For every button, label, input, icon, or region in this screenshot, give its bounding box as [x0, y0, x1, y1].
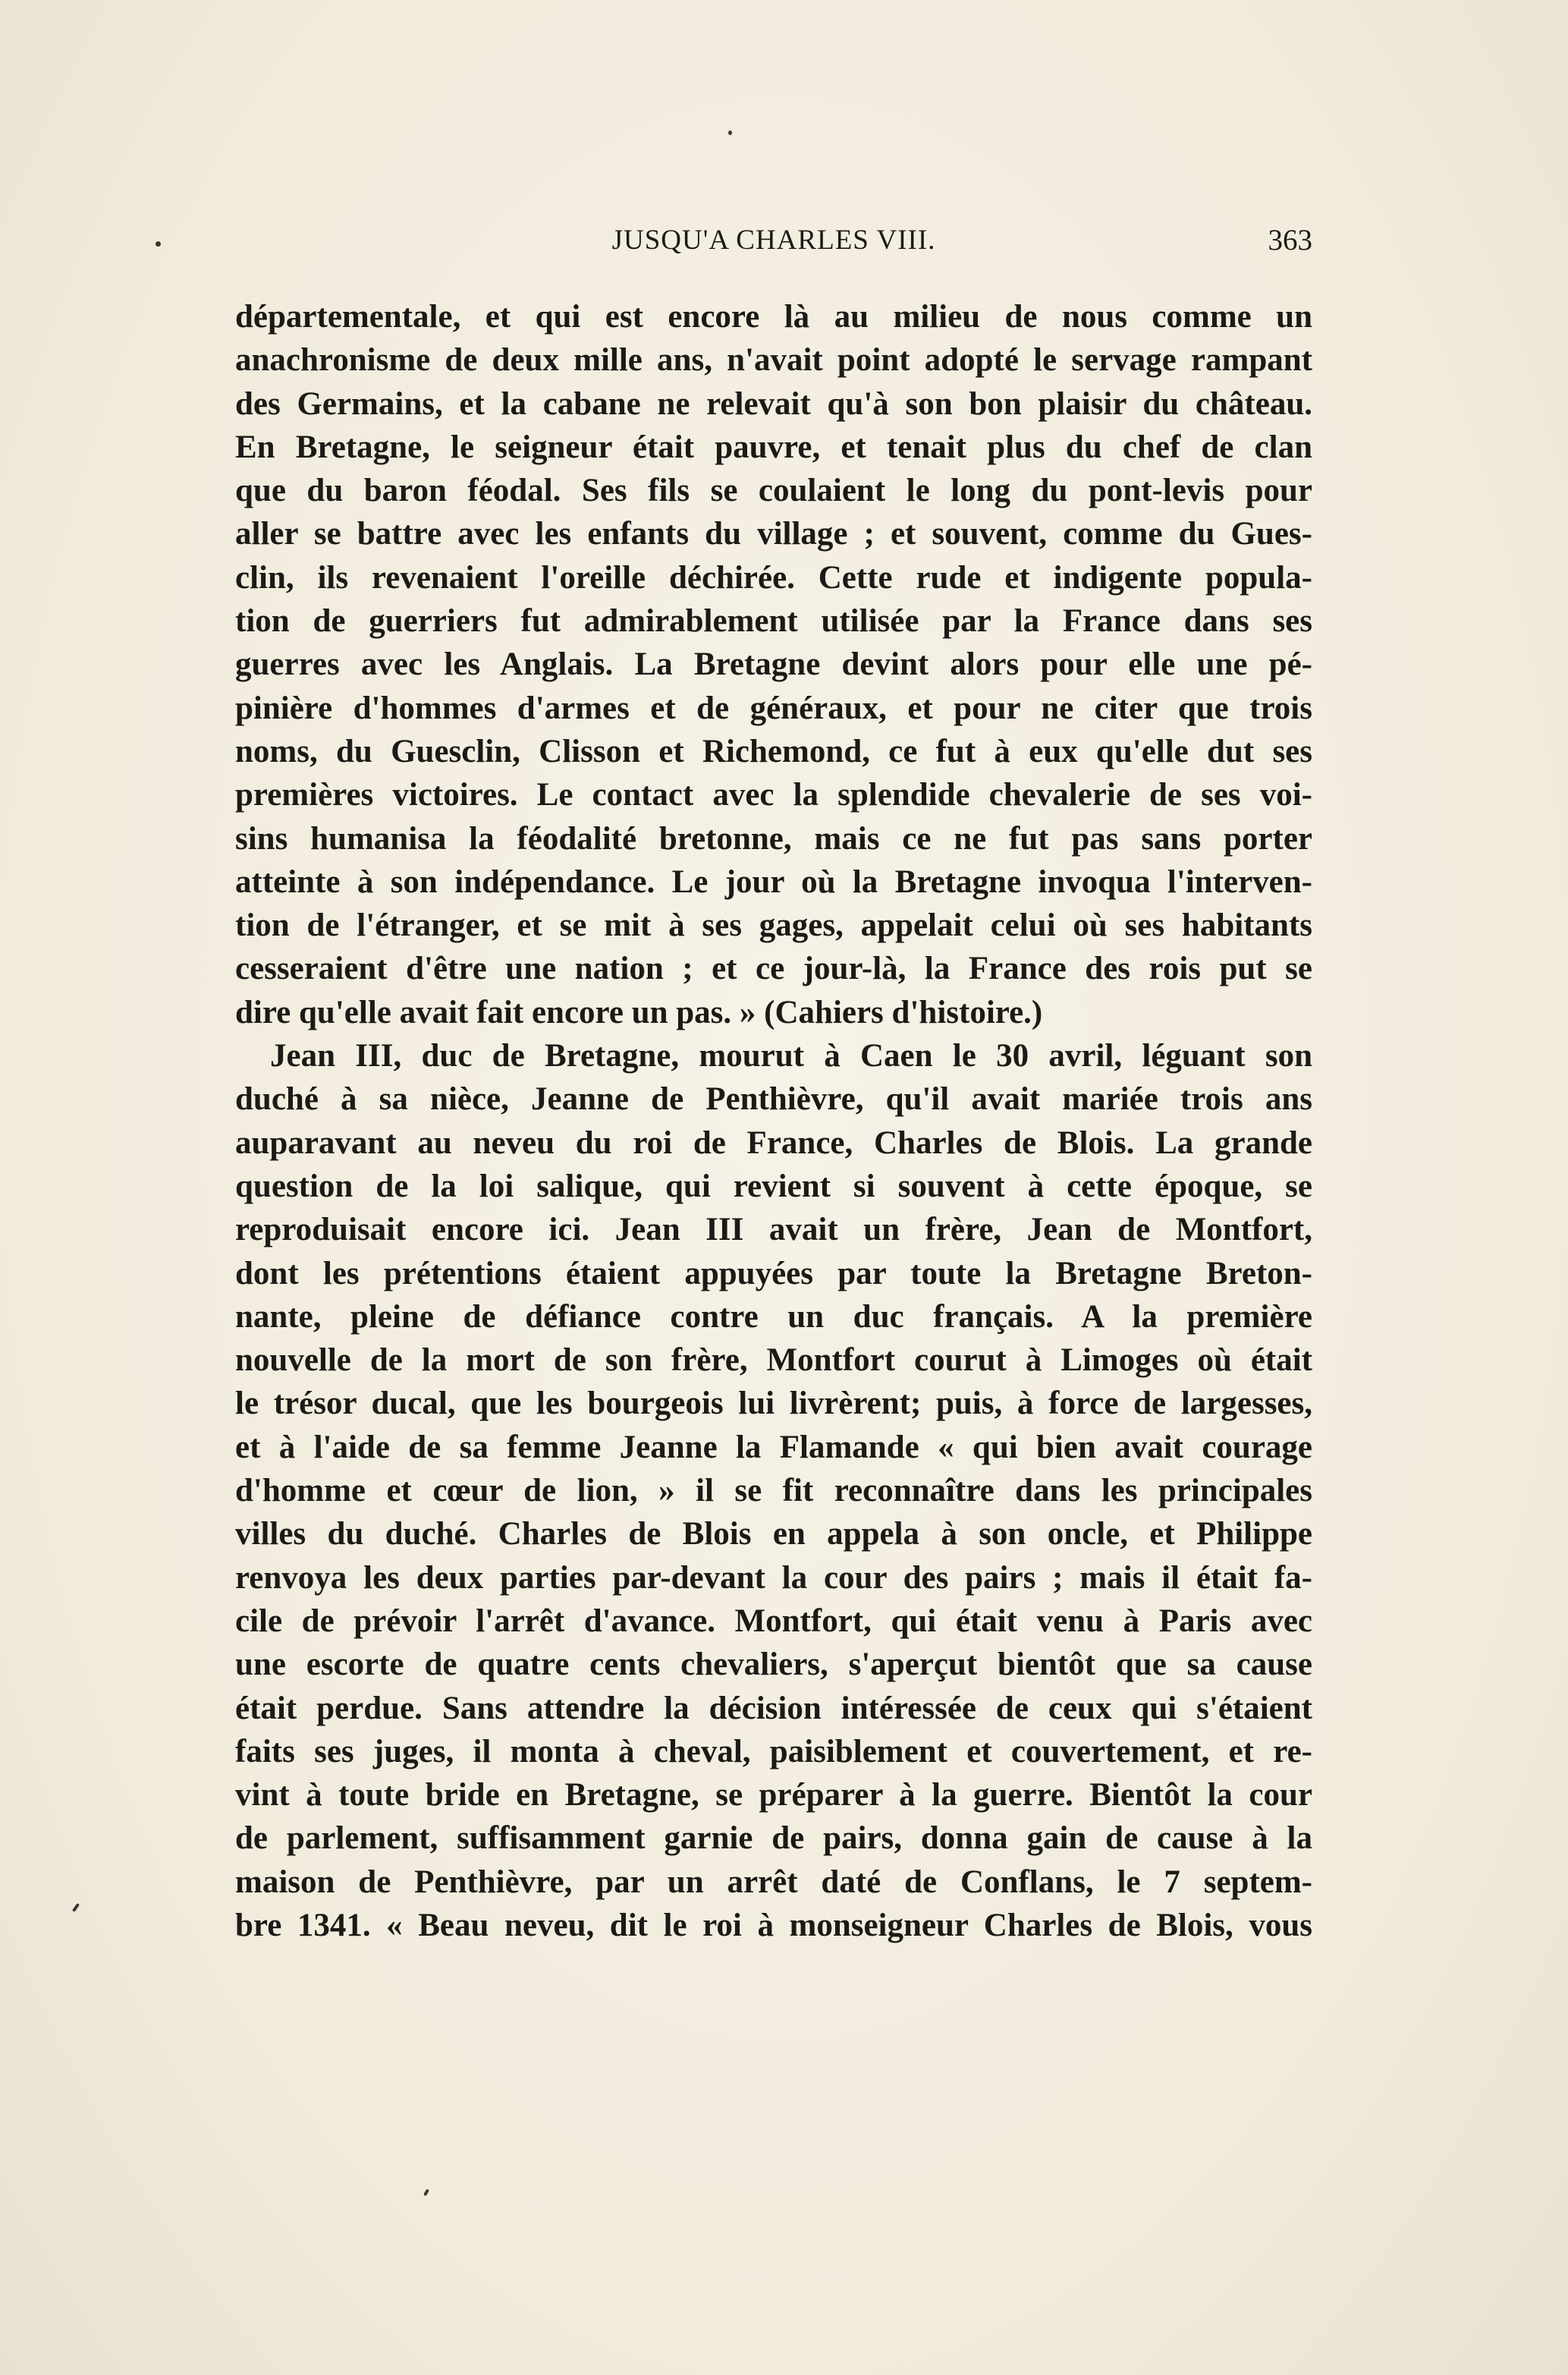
text-line: guerres avec les Anglais. La Bretagne devint alors pour elle une pé-	[235, 646, 1312, 683]
text-line: et à l'aide de sa femme Jeanne la Flamande « qui bien avait courage	[235, 1429, 1312, 1465]
text-line: cile de prévoir l'arrêt d'avance. Montfort, qui était venu à Paris avec	[235, 1603, 1312, 1639]
text-line: noms, du Guesclin, Clisson et Richemond, ce fut à eux qu'elle dut ses	[235, 733, 1312, 769]
text-line: tion de guerriers fut admirablement utilisée par la France dans ses	[235, 603, 1312, 640]
text-line: Jean III, duc de Bretagne, mourut à Caen le 30 avril, léguant son	[270, 1038, 1312, 1074]
paper-speck	[72, 1903, 80, 1912]
text-line: le trésor ducal, que les bourgeois lui livrèrent; puis, à force de largesses,	[235, 1386, 1312, 1422]
text-line: pinière d'hommes d'armes et de généraux, et pour ne citer que trois	[235, 690, 1312, 726]
text-line: nante, pleine de défiance contre un duc français. A la première	[235, 1298, 1312, 1335]
text-line: cesseraient d'être une nation ; et ce jour-là, la France des rois put se	[235, 951, 1312, 987]
text-line: En Bretagne, le seigneur était pauvre, et tenait plus du chef de clan	[235, 429, 1312, 465]
text-line: clin, ils revenaient l'oreille déchirée. Cette rude et indigente popula-	[235, 559, 1312, 596]
text-line: des Germains, et la cabane ne relevait qu'à son bon plaisir du château.	[235, 385, 1312, 422]
text-line: départementale, et qui est encore là au milieu de nous comme un	[235, 299, 1312, 335]
text-line: maison de Penthièvre, par un arrêt daté de Conflans, le 7 septem-	[235, 1864, 1312, 1900]
text-line: tion de l'étranger, et se mit à ses gages, appelait celui où ses habitants	[235, 908, 1312, 944]
text-line: duché à sa nièce, Jeanne de Penthièvre, qu'il avait mariée trois ans	[235, 1081, 1312, 1118]
text-line: dont les prétentions étaient appuyées par toute la Bretagne Breton-	[235, 1255, 1312, 1291]
text-line: une escorte de quatre cents chevaliers, s'aperçut bientôt que sa cause	[235, 1647, 1312, 1683]
paper-speck	[728, 131, 732, 135]
text-line: était perdue. Sans attendre la décision intéressée de ceux qui s'étaient	[235, 1690, 1312, 1726]
text-line: nouvelle de la mort de son frère, Montfort courut à Limoges où était	[235, 1342, 1312, 1379]
running-head	[235, 222, 1312, 260]
text-line: renvoya les deux parties par-devant la cour des pairs ; mais il était fa-	[235, 1559, 1312, 1596]
paper-speck	[423, 2189, 429, 2197]
text-line: dire qu'elle avait fait encore un pas. » (Cahiers d'histoire.)	[235, 994, 1043, 1030]
text-line: aller se battre avec les enfants du village ; et souvent, comme du Gues-	[235, 516, 1312, 552]
body-text	[235, 295, 1312, 1947]
text-line: reproduisait encore ici. Jean III avait un frère, Jean de Montfort,	[235, 1212, 1312, 1248]
text-line: villes du duché. Charles de Blois en appela à son oncle, et Philippe	[235, 1516, 1312, 1552]
text-line: vint à toute bride en Bretagne, se préparer à la guerre. Bientôt la cour	[235, 1777, 1312, 1813]
text-line: question de la loi salique, qui revient si souvent à cette époque, se	[235, 1168, 1312, 1204]
text-line: de parlement, suffisamment garnie de pairs, donna gain de cause à la	[235, 1820, 1312, 1857]
paper-speck	[156, 241, 161, 247]
text-line: bre 1341. « Beau neveu, dit le roi à monseigneur Charles de Blois, vous	[235, 1907, 1312, 1943]
text-line: atteinte à son indépendance. Le jour où la Bretagne invoqua l'interven-	[235, 863, 1312, 900]
text-line: premières victoires. Le contact avec la splendide chevalerie de ses voi-	[235, 777, 1312, 813]
text-line: sins humanisa la féodalité bretonne, mais ce ne fut pas sans porter	[235, 820, 1312, 857]
text-line: que du baron féodal. Ses fils se coulaient le long du pont-levis pour	[235, 473, 1312, 509]
page-number: 363	[1268, 224, 1312, 256]
text-line: d'homme et cœur de lion, » il se fit reconnaître dans les principales	[235, 1473, 1312, 1509]
text-line: anachronisme de deux mille ans, n'avait point adopté le servage rampant	[235, 342, 1312, 379]
text-line: faits ses juges, il monta à cheval, paisiblement et couvertement, et re-	[235, 1733, 1312, 1769]
running-title: JUSQU'A CHARLES VIII.	[611, 225, 936, 256]
text-line: auparavant au neveu du roi de France, Charles de Blois. La grande	[235, 1125, 1312, 1161]
